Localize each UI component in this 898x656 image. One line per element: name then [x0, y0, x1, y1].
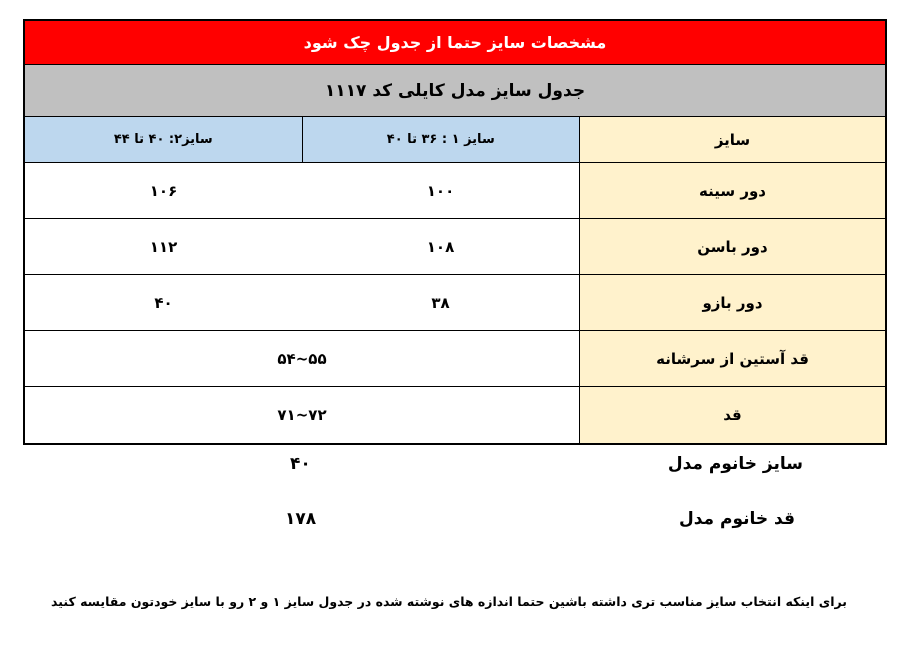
row-label: قد: [579, 387, 885, 443]
row-label: دور بازو: [579, 275, 885, 330]
row-size1: ۱۰۸: [426, 237, 455, 256]
size-table: [23, 19, 887, 445]
table-row: [25, 387, 885, 443]
header-size2: سایز۲: ۴۰ تا ۴۴: [113, 132, 213, 147]
table-header-row: [25, 117, 885, 163]
model-height-label: قد خانوم مدل: [678, 509, 795, 529]
row-size1: ۱۰۰: [426, 181, 455, 200]
model-size-value: ۴۰: [290, 454, 311, 474]
table-row: [25, 275, 885, 331]
row-value: ۷۲~۷۱: [277, 406, 327, 424]
table-row: [25, 219, 885, 275]
header-label: سایز: [579, 117, 885, 162]
row-label: دور باسن: [579, 219, 885, 274]
table-row: [25, 163, 885, 219]
row-size2: ۴۰: [154, 293, 173, 312]
model-size-label: سایز خانوم مدل: [667, 454, 803, 474]
table-subtitle: [25, 65, 885, 117]
row-size2: ۱۰۶: [149, 181, 178, 200]
row-size2: ۱۱۲: [149, 237, 178, 256]
table-subtitle-text: جدول سایز مدل کایلی کد ۱۱۱۷: [324, 80, 586, 101]
table-title: [25, 21, 885, 65]
row-value: ۵۵~۵۴: [277, 349, 327, 368]
row-size1: ۳۸: [431, 293, 450, 312]
header-size1: سایز ۱ : ۳۶ تا ۴۰: [302, 117, 580, 162]
table-row: [25, 331, 885, 387]
table-title-text: مشخصات سایز حتما از جدول چک شود: [303, 33, 607, 52]
row-label: قد آستین از سرشانه: [579, 331, 885, 386]
row-label: دور سینه: [579, 163, 885, 218]
note-text: برای اینکه انتخاب سایز مناسب تری داشته باشین حتما اندازه های نوشته شده در جدول سایز ۱ و ۲ رو با سایز خودتون مقایسه کنید: [51, 594, 847, 609]
model-height-value: ۱۷۸: [285, 509, 317, 529]
